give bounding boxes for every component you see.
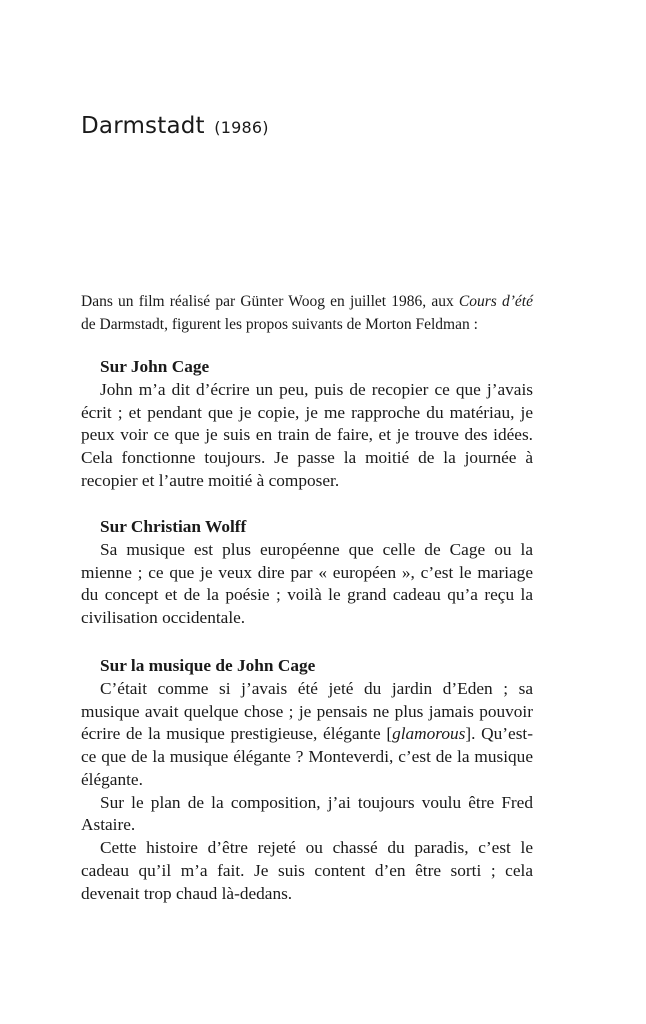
- section-christian-wolff: [81, 516, 533, 630]
- section-paragraph: Sa musique est plus européenne que celle de Cage ou la mienne ; ce que je veux dire par « européen », c’est le mariage du concept et de la poésie ; voilà le grand cadeau qu’a reçu la civilisation occidentale.: [81, 539, 533, 627]
- section-heading: Sur Christian Wolff: [100, 517, 247, 536]
- section-paragraph: Cette histoire d’être rejeté ou chassé du paradis, c’est le cadeau qu’il m’a fait. Je suis content d’en être sorti ; cela devenait trop chaud là-dedans.: [81, 838, 533, 903]
- section-heading: Sur la musique de John Cage: [100, 656, 316, 675]
- paragraph-italic-word: glamorous: [392, 724, 466, 744]
- intro-paragraph: [81, 290, 533, 336]
- chapter-year: (1986): [214, 118, 269, 138]
- intro-text: [81, 290, 533, 336]
- section-paragraph: Sur le plan de la composition, j’ai toujours voulu être Fred Astaire.: [81, 792, 533, 835]
- intro-text-part2: de Darmstadt, figurent les propos suivants de Morton Feldman :: [81, 316, 478, 333]
- chapter-title: [81, 113, 269, 139]
- section-john-cage: [81, 356, 533, 493]
- section-paragraph: John m’a dit d’écrire un peu, puis de recopier ce que j’avais écrit ; et pendant que je copie, je me rapproche du matériau, je peux voir ce que je suis en train de faire, et je trouve des idées. Cela fonctionne toujours. Je passe la moitié de la journée à recopier et l’autre moitié à composer.: [81, 379, 533, 490]
- section-music-john-cage: [81, 655, 533, 905]
- paragraph-part: C’était comme si j’avais été jeté du jardin d’Eden ; sa musique avait quelque chose ; je pensais ne plus jamais pouvoir écrire de la musique prestigieuse, élégante [: [81, 678, 533, 744]
- paragraph-part: ]. Qu’est-ce que de la musique élégante ? Monteverdi, c’est de la musique élégante.: [81, 724, 533, 789]
- intro-italic-title: Cours d’été: [458, 293, 533, 310]
- chapter-title-text: Darmstadt: [81, 113, 205, 140]
- intro-text-part1: Dans un film réalisé par Günter Woog en juillet 1986, aux: [81, 293, 459, 310]
- section-paragraph: [81, 678, 533, 792]
- section-heading: Sur John Cage: [100, 357, 210, 376]
